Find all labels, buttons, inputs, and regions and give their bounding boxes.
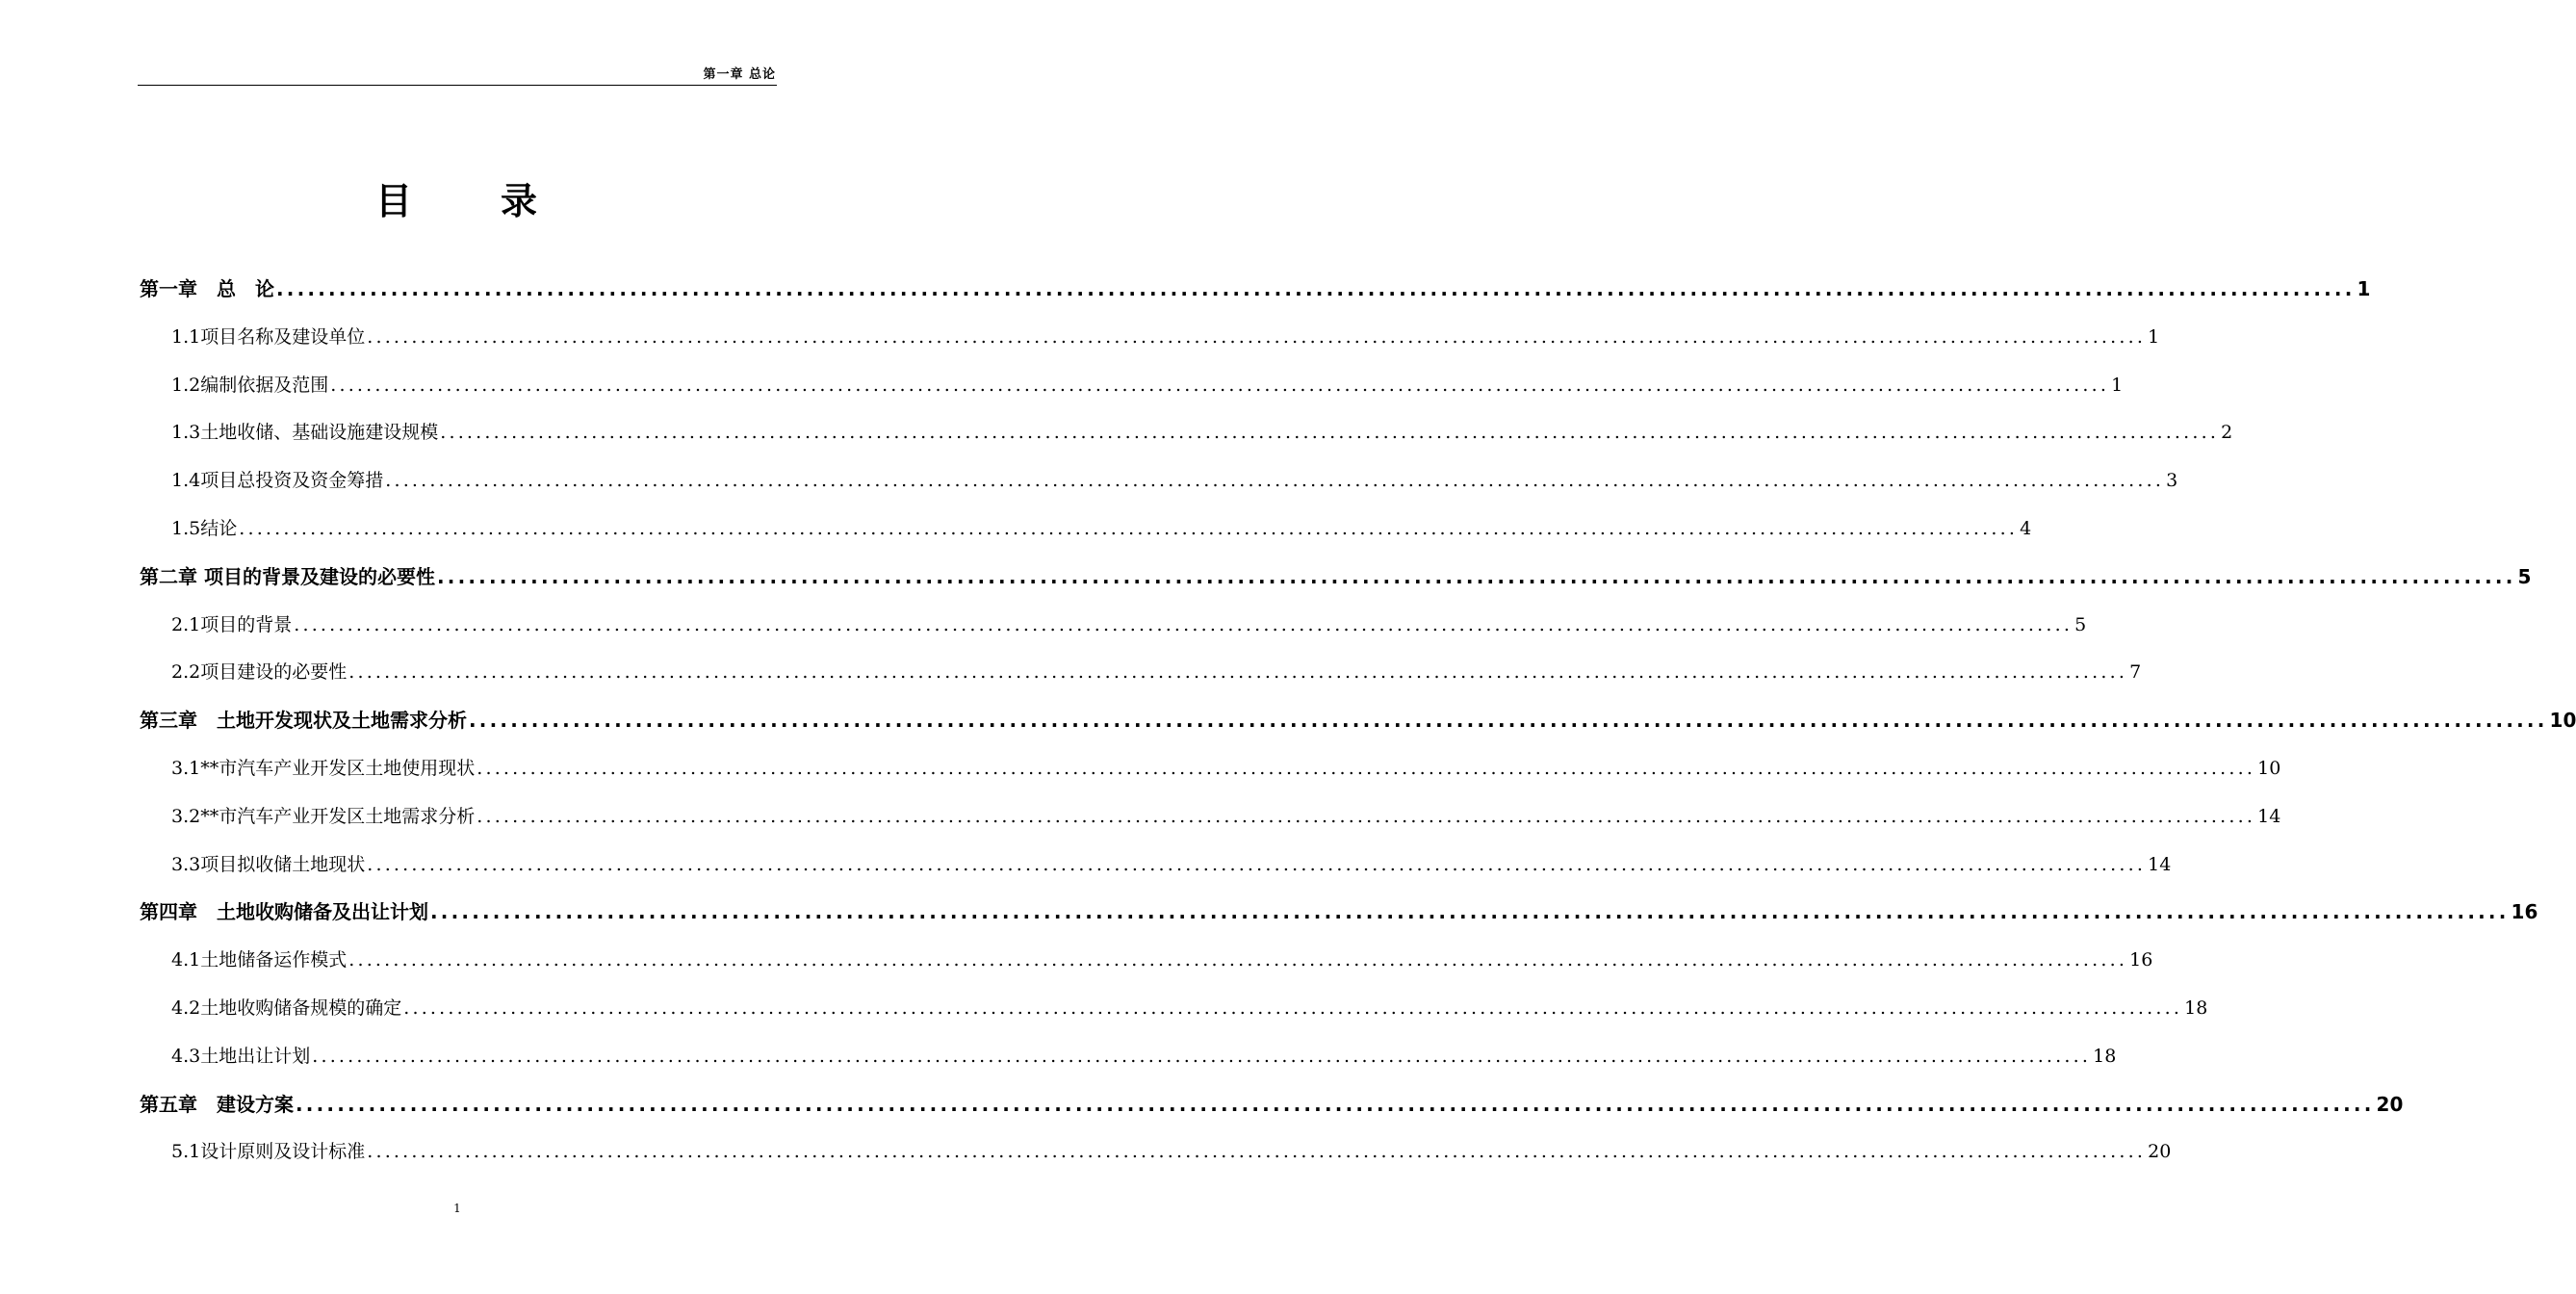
toc-dot-leader: ........................................................................................................................................................................................................ (403, 996, 2183, 1019)
toc-entry-page: 16 (2511, 900, 2538, 924)
toc-dot-leader: ........................................................................................................................................................................................................ (367, 1141, 2147, 1163)
toc-entry-page: 2 (2221, 422, 2233, 444)
toc-entry-label: 1.3土地收储、基础设施建设规模 (171, 422, 439, 444)
toc-section-entry[interactable] (140, 415, 2233, 463)
toc-entry-page: 1 (2148, 325, 2160, 348)
toc-entry-label: 第二章 项目的背景及建设的必要性 (140, 564, 435, 588)
toc-dot-leader: ........................................................................................................................................................................................................ (312, 1045, 2092, 1067)
toc-section-entry[interactable] (140, 943, 2153, 991)
toc-section-entry[interactable] (140, 1134, 2172, 1182)
table-of-contents (140, 272, 2576, 1182)
toc-heading-char-1: 目 (374, 180, 414, 222)
toc-entry-page: 4 (2020, 517, 2032, 539)
toc-entry-page: 20 (2376, 1092, 2404, 1116)
toc-dot-leader: ........................................................................................................................................................................................................ (367, 325, 2147, 348)
toc-heading-char-2: 录 (501, 180, 540, 222)
toc-dot-leader: ........................................................................................................................................................................................................ (367, 853, 2147, 875)
toc-chapter-entry[interactable] (140, 1087, 2404, 1135)
toc-section-entry[interactable] (140, 847, 2172, 895)
toc-chapter-entry[interactable] (140, 272, 2371, 320)
toc-entry-label: 3.3项目拟收储土地现状 (171, 853, 366, 875)
toc-dot-leader: ........................................................................................................................................................................................................ (436, 564, 2516, 588)
toc-entry-page: 16 (2129, 949, 2153, 971)
toc-dot-leader: ........................................................................................................................................................................................................ (469, 709, 2548, 733)
toc-entry-label: 1.4项目总投资及资金筹措 (171, 470, 384, 492)
toc-dot-leader: ........................................................................................................................................................................................................ (430, 900, 2510, 924)
toc-entry-label: 5.1设计原则及设计标准 (171, 1141, 366, 1163)
toc-dot-leader: ........................................................................................................................................................................................................ (330, 374, 2110, 396)
toc-entry-page: 14 (2257, 805, 2281, 827)
toc-entry-page: 5 (2074, 613, 2087, 635)
toc-dot-leader: ........................................................................................................................................................................................................ (239, 517, 2019, 539)
toc-dot-leader: ........................................................................................................................................................................................................ (276, 277, 2356, 300)
toc-section-entry[interactable] (140, 655, 2142, 703)
toc-section-entry[interactable] (140, 511, 2032, 559)
toc-entry-page: 10 (2257, 757, 2281, 779)
toc-dot-leader: ........................................................................................................................................................................................................ (296, 1092, 2375, 1116)
toc-chapter-entry[interactable] (140, 894, 2538, 943)
toc-dot-leader: ........................................................................................................................................................................................................ (348, 661, 2128, 684)
toc-entry-label: 1.5结论 (171, 517, 238, 539)
toc-dot-leader: ........................................................................................................................................................................................................ (440, 422, 2220, 444)
header-divider (138, 85, 777, 86)
toc-entry-page: 14 (2148, 853, 2172, 875)
toc-entry-label: 第一章 总 论 (140, 277, 274, 300)
toc-entry-page: 7 (2129, 661, 2142, 684)
toc-entry-label: 3.1**市汽车产业开发区土地使用现状 (171, 757, 476, 779)
toc-entry-page: 3 (2166, 470, 2178, 492)
toc-entry-label: 4.1土地储备运作模式 (171, 949, 348, 971)
toc-entry-label: 3.2**市汽车产业开发区土地需求分析 (171, 805, 476, 827)
toc-heading (0, 171, 914, 224)
toc-entry-label: 1.1项目名称及建设单位 (171, 325, 366, 348)
toc-dot-leader: ........................................................................................................................................................................................................ (294, 613, 2074, 635)
toc-entry-page: 18 (2093, 1045, 2117, 1067)
toc-section-entry[interactable] (140, 608, 2087, 656)
toc-dot-leader: ........................................................................................................................................................................................................ (348, 949, 2128, 971)
toc-section-entry[interactable] (140, 991, 2208, 1039)
page-number: 1 (453, 1202, 461, 1215)
toc-entry-page: 1 (2357, 277, 2371, 300)
toc-entry-label: 4.2土地收购储备规模的确定 (171, 996, 402, 1019)
toc-entry-page: 18 (2184, 996, 2208, 1019)
toc-entry-page: 20 (2148, 1141, 2172, 1163)
toc-entry-label: 4.3土地出让计划 (171, 1045, 311, 1067)
toc-entry-label: 2.1项目的背景 (171, 613, 293, 635)
toc-section-entry[interactable] (140, 368, 2124, 416)
toc-chapter-entry[interactable] (140, 703, 2576, 751)
toc-section-entry[interactable] (140, 320, 2160, 368)
toc-section-entry[interactable] (140, 463, 2178, 511)
toc-entry-page: 10 (2549, 709, 2576, 733)
toc-entry-page: 1 (2111, 374, 2124, 396)
toc-section-entry[interactable] (140, 751, 2281, 799)
toc-entry-label: 第三章 土地开发现状及土地需求分析 (140, 709, 467, 733)
toc-entry-label: 1.2编制依据及范围 (171, 374, 329, 396)
toc-dot-leader: ........................................................................................................................................................................................................ (385, 470, 2165, 492)
toc-section-entry[interactable] (140, 799, 2281, 847)
toc-entry-page: 5 (2517, 564, 2532, 588)
toc-chapter-entry[interactable] (140, 559, 2532, 608)
toc-dot-leader: ........................................................................................................................................................................................................ (477, 757, 2256, 779)
running-header: 第一章 总论 (703, 67, 776, 82)
toc-entry-label: 第四章 土地收购储备及出让计划 (140, 900, 428, 924)
toc-dot-leader: ........................................................................................................................................................................................................ (477, 805, 2256, 827)
toc-entry-label: 第五章 建设方案 (140, 1092, 294, 1116)
toc-section-entry[interactable] (140, 1039, 2117, 1087)
toc-entry-label: 2.2项目建设的必要性 (171, 661, 348, 684)
